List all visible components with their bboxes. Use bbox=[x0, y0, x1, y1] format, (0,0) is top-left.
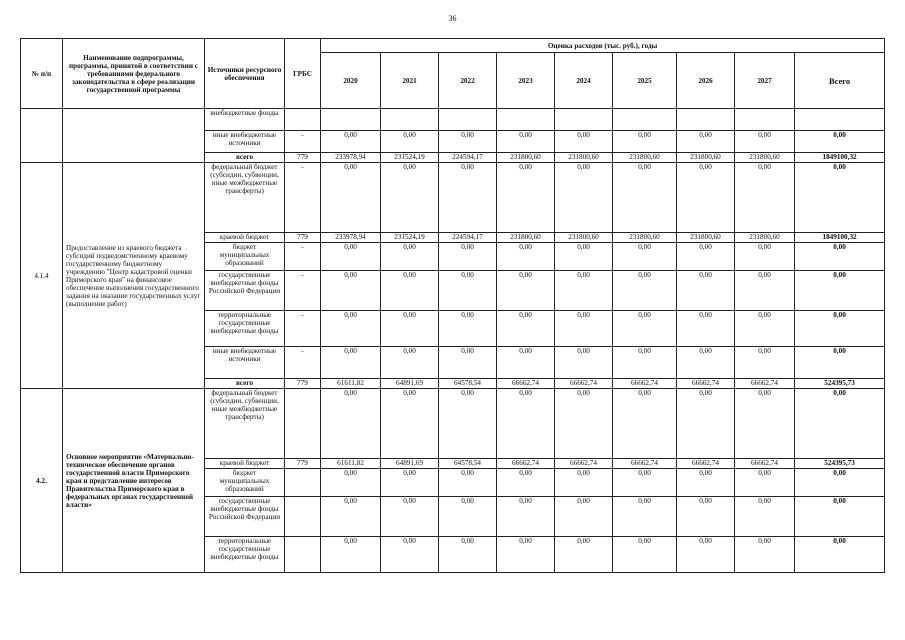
year-value: 224594,17 bbox=[439, 233, 497, 243]
funding-source: федеральный бюджет (субсидии, субвенции, иные межбюджетные трансферты) bbox=[205, 163, 285, 233]
grbs-code: - bbox=[285, 131, 321, 153]
year-value: 61611,82 bbox=[321, 379, 381, 389]
year-value: 0,00 bbox=[735, 537, 795, 573]
year-value: 0,00 bbox=[497, 389, 555, 459]
year-value: 64891,69 bbox=[381, 379, 439, 389]
total-value bbox=[795, 109, 885, 131]
year-value: 0,00 bbox=[555, 311, 613, 347]
funding-source: иные внебюджетные источники bbox=[205, 131, 285, 153]
header-year: 2020 bbox=[321, 53, 381, 109]
year-value: 64578,54 bbox=[439, 379, 497, 389]
funding-source: всего bbox=[205, 379, 285, 389]
year-value: 0,00 bbox=[735, 131, 795, 153]
year-value: 0,00 bbox=[677, 311, 735, 347]
year-value: 0,00 bbox=[735, 469, 795, 497]
year-value: 0,00 bbox=[439, 497, 497, 537]
funding-source: внебюджетные фонды bbox=[205, 109, 285, 131]
year-value: 0,00 bbox=[555, 163, 613, 233]
funding-source: государственные внебюджетные фонды Российской Федерации bbox=[205, 497, 285, 537]
year-value: 0,00 bbox=[555, 497, 613, 537]
year-value: 0,00 bbox=[439, 389, 497, 459]
year-value: 233978,94 bbox=[321, 233, 381, 243]
year-value: 66662,74 bbox=[555, 379, 613, 389]
year-value: 0,00 bbox=[497, 311, 555, 347]
year-value: 0,00 bbox=[321, 537, 381, 573]
header-year: 2025 bbox=[613, 53, 677, 109]
year-value: 0,00 bbox=[381, 347, 439, 379]
funding-source: краевой бюджет bbox=[205, 459, 285, 469]
funding-source: бюджет муниципальных образований bbox=[205, 469, 285, 497]
year-value: 0,00 bbox=[613, 347, 677, 379]
year-value: 0,00 bbox=[321, 131, 381, 153]
year-value: 0,00 bbox=[497, 163, 555, 233]
year-value: 0,00 bbox=[555, 243, 613, 271]
year-value: 66662,74 bbox=[677, 379, 735, 389]
grbs-code bbox=[285, 469, 321, 497]
year-value: 66662,74 bbox=[497, 379, 555, 389]
year-value: 0,00 bbox=[613, 497, 677, 537]
year-value: 0,00 bbox=[381, 131, 439, 153]
year-value: 0,00 bbox=[381, 497, 439, 537]
year-value: 66662,74 bbox=[613, 379, 677, 389]
year-value: 0,00 bbox=[439, 469, 497, 497]
year-value: 0,00 bbox=[321, 271, 381, 311]
year-value: 0,00 bbox=[381, 469, 439, 497]
header-year: 2022 bbox=[439, 53, 497, 109]
total-value: 0,00 bbox=[795, 271, 885, 311]
grbs-code: - bbox=[285, 271, 321, 311]
table-row bbox=[21, 163, 885, 233]
year-value: 0,00 bbox=[381, 311, 439, 347]
year-value bbox=[677, 109, 735, 131]
header-year: 2024 bbox=[555, 53, 613, 109]
row-number bbox=[21, 109, 63, 163]
year-value: 0,00 bbox=[321, 389, 381, 459]
year-value: 0,00 bbox=[735, 243, 795, 271]
year-value: 0,00 bbox=[497, 271, 555, 311]
year-value: 0,00 bbox=[735, 163, 795, 233]
grbs-code: 779 bbox=[285, 233, 321, 243]
header-year: 2023 bbox=[497, 53, 555, 109]
year-value: 0,00 bbox=[677, 389, 735, 459]
total-value: 0,00 bbox=[795, 311, 885, 347]
year-value: 0,00 bbox=[555, 469, 613, 497]
total-value: 1849100,32 bbox=[795, 153, 885, 163]
year-value: 0,00 bbox=[555, 131, 613, 153]
year-value: 0,00 bbox=[439, 311, 497, 347]
year-value: 0,00 bbox=[381, 243, 439, 271]
year-value: 0,00 bbox=[497, 497, 555, 537]
year-value: 66662,74 bbox=[677, 459, 735, 469]
header-year: 2027 bbox=[735, 53, 795, 109]
year-value: 66662,74 bbox=[613, 459, 677, 469]
year-value: 0,00 bbox=[439, 131, 497, 153]
year-value: 0,00 bbox=[555, 271, 613, 311]
year-value: 66662,74 bbox=[497, 459, 555, 469]
year-value: 231800,60 bbox=[497, 153, 555, 163]
year-value: 0,00 bbox=[439, 271, 497, 311]
grbs-code: - bbox=[285, 311, 321, 347]
year-value: 0,00 bbox=[735, 311, 795, 347]
expense-table bbox=[20, 38, 885, 573]
year-value: 0,00 bbox=[613, 243, 677, 271]
year-value: 0,00 bbox=[439, 163, 497, 233]
year-value: 0,00 bbox=[613, 311, 677, 347]
funding-source: государственные внебюджетные фонды Российской Федерации bbox=[205, 271, 285, 311]
total-value: 524395,73 bbox=[795, 459, 885, 469]
year-value: 0,00 bbox=[613, 163, 677, 233]
year-value: 0,00 bbox=[439, 347, 497, 379]
grbs-code bbox=[285, 389, 321, 459]
year-value: 0,00 bbox=[439, 537, 497, 573]
year-value: 231524,19 bbox=[381, 233, 439, 243]
total-value: 0,00 bbox=[795, 469, 885, 497]
year-value: 0,00 bbox=[321, 163, 381, 233]
year-value: 0,00 bbox=[321, 497, 381, 537]
year-value: 231800,60 bbox=[555, 153, 613, 163]
year-value bbox=[381, 109, 439, 131]
year-value: 231800,60 bbox=[613, 153, 677, 163]
year-value: 64891,69 bbox=[381, 459, 439, 469]
year-value: 0,00 bbox=[555, 537, 613, 573]
year-value: 224594,17 bbox=[439, 153, 497, 163]
header-year: 2021 bbox=[381, 53, 439, 109]
funding-source: бюджет муниципальных образований bbox=[205, 243, 285, 271]
year-value: 0,00 bbox=[381, 163, 439, 233]
year-value: 0,00 bbox=[321, 347, 381, 379]
header-name: Наименование подпрограммы, программы, принятой в соответствии с требованиями федерального законодательства в сфере реализации государственной программы bbox=[63, 39, 205, 109]
grbs-code: - bbox=[285, 163, 321, 233]
year-value: 0,00 bbox=[735, 347, 795, 379]
total-value: 0,00 bbox=[795, 389, 885, 459]
year-value: 0,00 bbox=[735, 497, 795, 537]
year-value: 231800,60 bbox=[677, 233, 735, 243]
funding-source: территориальные государственные внебюджетные фонды bbox=[205, 311, 285, 347]
year-value: 0,00 bbox=[613, 389, 677, 459]
funding-source: краевой бюджет bbox=[205, 233, 285, 243]
year-value: 0,00 bbox=[677, 537, 735, 573]
year-value bbox=[439, 109, 497, 131]
year-value: 0,00 bbox=[735, 389, 795, 459]
year-value: 61611,82 bbox=[321, 459, 381, 469]
page-number: 36 bbox=[448, 14, 457, 23]
program-name: Предоставление из краевого бюджета субсидий подведомственному краевому государственному бюджетному учреждению "Центр кадастровой оценки Приморского края" на финансовое обеспечение выполнения государственного задания на оказание государственных услуг (выполнение работ) bbox=[63, 163, 205, 389]
year-value: 0,00 bbox=[613, 537, 677, 573]
grbs-code: - bbox=[285, 347, 321, 379]
program-name: Основное мероприятие «Материально-техническое обеспечение органов государственной власти Приморского края и представление интересов Правительства Приморского края в федеральных органах государственной власти» bbox=[63, 389, 205, 573]
table-row bbox=[21, 389, 885, 459]
total-value: 0,00 bbox=[795, 131, 885, 153]
year-value bbox=[497, 109, 555, 131]
year-value: 0,00 bbox=[735, 271, 795, 311]
year-value: 0,00 bbox=[497, 131, 555, 153]
total-value: 0,00 bbox=[795, 347, 885, 379]
total-value: 524395,73 bbox=[795, 379, 885, 389]
grbs-code: 779 bbox=[285, 379, 321, 389]
year-value: 0,00 bbox=[677, 469, 735, 497]
header-total: Всего bbox=[795, 53, 885, 109]
year-value: 231800,60 bbox=[613, 233, 677, 243]
year-value bbox=[555, 109, 613, 131]
year-value: 233978,94 bbox=[321, 153, 381, 163]
year-value: 0,00 bbox=[613, 131, 677, 153]
year-value: 0,00 bbox=[613, 469, 677, 497]
year-value: 0,00 bbox=[381, 389, 439, 459]
year-value: 0,00 bbox=[677, 347, 735, 379]
header-source: Источники ресурсного обеспечения bbox=[205, 39, 285, 109]
year-value: 231524,19 bbox=[381, 153, 439, 163]
year-value: 0,00 bbox=[677, 163, 735, 233]
year-value bbox=[321, 109, 381, 131]
year-value: 0,00 bbox=[613, 271, 677, 311]
year-value: 66662,74 bbox=[555, 459, 613, 469]
year-value: 64578,54 bbox=[439, 459, 497, 469]
year-value: 0,00 bbox=[439, 243, 497, 271]
year-value: 0,00 bbox=[321, 311, 381, 347]
year-value: 66662,74 bbox=[735, 379, 795, 389]
grbs-code bbox=[285, 497, 321, 537]
year-value: 231800,60 bbox=[735, 233, 795, 243]
year-value: 0,00 bbox=[677, 243, 735, 271]
year-value: 0,00 bbox=[321, 469, 381, 497]
year-value: 0,00 bbox=[381, 537, 439, 573]
funding-source: территориальные государственные внебюджетные фонды bbox=[205, 537, 285, 573]
grbs-code bbox=[285, 537, 321, 573]
total-value: 0,00 bbox=[795, 243, 885, 271]
year-value: 0,00 bbox=[497, 537, 555, 573]
program-name bbox=[63, 109, 205, 163]
total-value: 0,00 bbox=[795, 163, 885, 233]
year-value bbox=[613, 109, 677, 131]
total-value: 0,00 bbox=[795, 497, 885, 537]
header-grbs: ГРБС bbox=[285, 39, 321, 109]
year-value: 0,00 bbox=[555, 347, 613, 379]
year-value: 0,00 bbox=[555, 389, 613, 459]
year-value: 231800,60 bbox=[497, 233, 555, 243]
grbs-code: - bbox=[285, 243, 321, 271]
header-estimate: Оценка расходов (тыс. руб.), годы bbox=[321, 39, 885, 53]
year-value: 0,00 bbox=[497, 347, 555, 379]
year-value: 0,00 bbox=[381, 271, 439, 311]
year-value: 0,00 bbox=[321, 243, 381, 271]
table-row bbox=[21, 109, 885, 131]
funding-source: иные внебюджетные источники bbox=[205, 347, 285, 379]
funding-source: всего bbox=[205, 153, 285, 163]
year-value: 66662,74 bbox=[735, 459, 795, 469]
year-value: 0,00 bbox=[677, 271, 735, 311]
row-number: 4.2. bbox=[21, 389, 63, 573]
year-value: 0,00 bbox=[677, 131, 735, 153]
total-value: 0,00 bbox=[795, 537, 885, 573]
year-value: 231800,60 bbox=[735, 153, 795, 163]
grbs-code: 779 bbox=[285, 153, 321, 163]
year-value: 0,00 bbox=[677, 497, 735, 537]
year-value bbox=[735, 109, 795, 131]
year-value: 0,00 bbox=[497, 243, 555, 271]
grbs-code: 779 bbox=[285, 459, 321, 469]
total-value: 1849100,32 bbox=[795, 233, 885, 243]
header-num: № п/п bbox=[21, 39, 63, 109]
header-year: 2026 bbox=[677, 53, 735, 109]
year-value: 231800,60 bbox=[555, 233, 613, 243]
funding-source: федеральный бюджет (субсидии, субвенции, иные межбюджетные трансферты) bbox=[205, 389, 285, 459]
grbs-code bbox=[285, 109, 321, 131]
year-value: 231800,60 bbox=[677, 153, 735, 163]
row-number: 4.1.4 bbox=[21, 163, 63, 389]
year-value: 0,00 bbox=[497, 469, 555, 497]
